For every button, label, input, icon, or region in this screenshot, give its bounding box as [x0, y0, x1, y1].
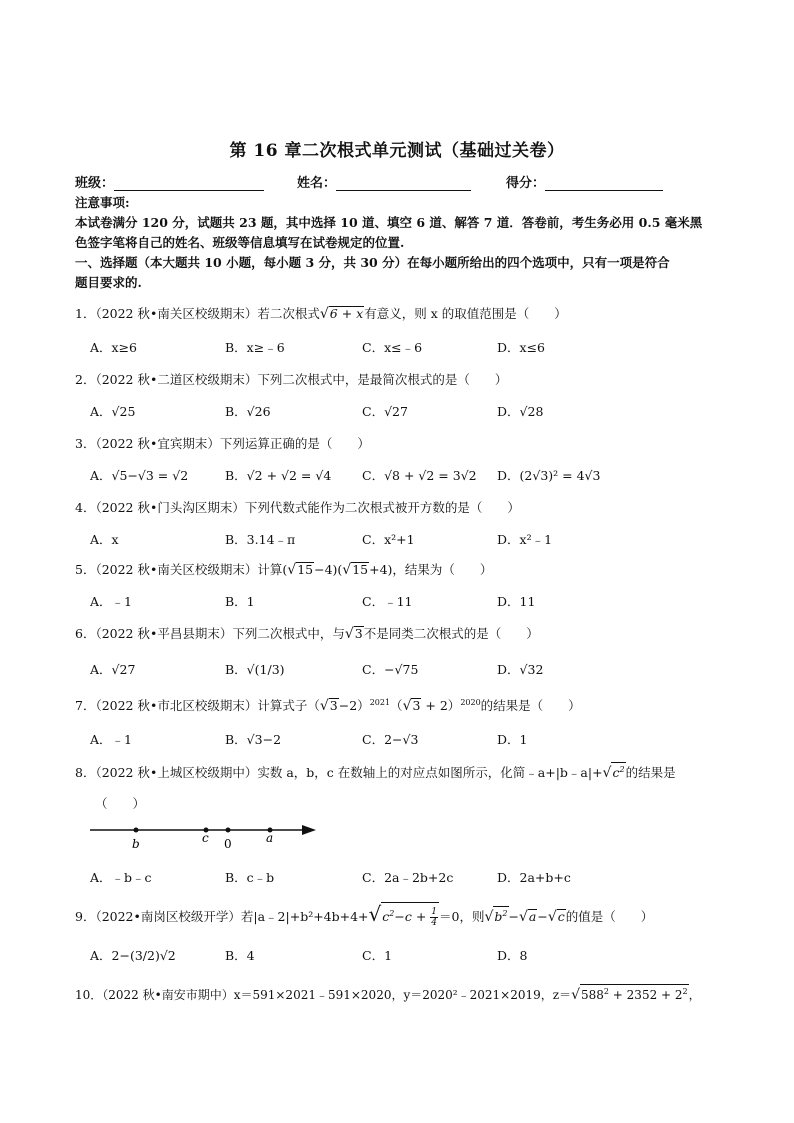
- q2-option-c[interactable]: C．√27: [362, 404, 408, 419]
- q8-option-a[interactable]: A．﹣b﹣c: [90, 870, 152, 885]
- q2-option-d[interactable]: D．√28: [497, 404, 544, 419]
- q9-option-c[interactable]: C．1: [362, 948, 393, 963]
- question-1: 1．（2022 秋•南关区校级期末）若二次根式√6 + x有意义，则 x 的取值范围是（ ）: [75, 306, 567, 322]
- q8-option-c[interactable]: C．2a﹣2b+2c: [362, 870, 454, 885]
- q3-option-c[interactable]: C．√8 + √2 = 3√2: [362, 468, 477, 483]
- question-8-cont: （ ）: [95, 796, 146, 811]
- q4-option-d[interactable]: D．x²﹣1: [497, 532, 553, 547]
- q9-option-b[interactable]: B．4: [225, 948, 255, 963]
- q6-option-a[interactable]: A．√27: [90, 662, 136, 677]
- point-b: [134, 828, 139, 833]
- question-8: 8．（2022 秋•上城区校级期中）实数 a，b，c 在数轴上的对应点如图所示，化简$﹣a+|b﹣a|+√c^2$的结果是: [75, 762, 735, 781]
- q1-option-b[interactable]: B．x≥﹣6: [225, 340, 285, 355]
- number-line: [88, 818, 328, 854]
- question-7: 7．（2022 秋•市北区校级期末）计算式子$(√3-2)^{2021}(√3 + 2)^{2020}$的结果是（ ）: [75, 697, 581, 714]
- arrow-head-icon: [302, 825, 316, 835]
- class-field: [75, 172, 264, 191]
- notes-line-2: 色签字笔将自己的姓名、班级等信息填写在试卷规定的位置.: [75, 235, 405, 250]
- q6-option-d[interactable]: D．√32: [497, 662, 544, 677]
- section-line-2: 题目要求的.: [75, 275, 142, 290]
- expression: $√3-2)^{2021}(√3 + 2)^{2020}$: [319, 697, 481, 714]
- q5-option-c[interactable]: C．﹣11: [362, 594, 413, 609]
- notes-line-1: 本试卷满分 120 分，试题共 23 题，其中选择 10 道、填空 6 道、解答 7 道．答卷前，考生务必用 0.5 毫米黑: [75, 215, 703, 230]
- name-label: 姓名：: [297, 176, 337, 191]
- q1-option-d[interactable]: D．x≤6: [497, 340, 545, 355]
- q7-option-c[interactable]: C．2−√3: [362, 732, 419, 747]
- q1-option-c[interactable]: C．x≤﹣6: [362, 340, 423, 355]
- point-0: [226, 828, 231, 833]
- expression: (√15−4)(√15+4): [282, 562, 393, 578]
- q7-option-b[interactable]: B．√3−2: [225, 732, 282, 747]
- q5-option-a[interactable]: A．﹣1: [90, 594, 132, 609]
- score-label: 得分：: [506, 176, 546, 191]
- name-blank[interactable]: [336, 176, 471, 191]
- question-2: 2．（2022 秋•二道区校级期末）下列二次根式中，是最简次根式的是（ ）: [75, 372, 508, 387]
- q9-option-d[interactable]: D．8: [497, 948, 528, 963]
- class-blank[interactable]: [114, 176, 264, 191]
- question-6: 6．（2022 秋•平昌县期末）下列二次根式中，与√3不是同类二次根式的是（ ）: [75, 626, 539, 642]
- score-blank[interactable]: [545, 176, 663, 191]
- name-field: [297, 172, 471, 191]
- q4-option-a[interactable]: A．x: [90, 532, 119, 547]
- class-label: 班级：: [75, 176, 115, 191]
- q4-option-c[interactable]: C．x²+1: [362, 532, 415, 547]
- q8-option-d[interactable]: D．2a+b+c: [497, 870, 571, 885]
- q5-option-b[interactable]: B．1: [225, 594, 255, 609]
- q2-option-b[interactable]: B．√26: [225, 404, 271, 419]
- question-5: 5．（2022 秋•南关区校级期末）计算(√15−4)(√15+4)，结果为（ ）: [75, 562, 493, 578]
- q1-option-a[interactable]: A．x≥6: [90, 340, 138, 355]
- question-3: 3．（2022 秋•宜宾期末）下列运算正确的是（ ）: [75, 436, 370, 451]
- q3-option-b[interactable]: B．√2 + √2 = √4: [225, 468, 332, 483]
- q7-option-d[interactable]: D．1: [497, 732, 528, 747]
- question-10: 10．（2022 秋•南安市期中）x＝591×2021﹣591×2020，y＝2020²﹣2021×2019，$z=√588^2 + 2352 + 2^2$，: [75, 984, 735, 1003]
- q4-option-b[interactable]: B．3.14﹣π: [225, 532, 296, 547]
- q3-option-d[interactable]: D．(2√3)² = 4√3: [497, 468, 601, 483]
- q8-option-b[interactable]: B．c﹣b: [225, 870, 275, 885]
- label-b: b: [132, 837, 140, 851]
- q9-option-a[interactable]: A．2−(3/2)√2: [90, 948, 176, 963]
- section-line-1: 一、选择题（本大题共 10 小题，每小题 3 分，共 30 分）在每小题所给出的四个选项中，只有一项是符合: [75, 255, 670, 270]
- score-field: [506, 172, 663, 191]
- question-9: 9．（2022•南岗区校级开学）若$|a﹣2|+b^2+4b+4+√c^2-c$ + $\frac{1}{4}$ ＝0，则$√b^2-√a-√c$的值是（ ）: [75, 902, 654, 929]
- q3-option-a[interactable]: A．√5−√3 = √2: [90, 468, 189, 483]
- q6-option-c[interactable]: C．−√75: [362, 662, 419, 677]
- label-c: c: [202, 831, 209, 845]
- q2-option-a[interactable]: A．√25: [90, 404, 136, 419]
- question-4: 4．（2022 秋•门头沟区期末）下列代数式能作为二次根式被开方数的是（ ）: [75, 500, 520, 515]
- label-a: a: [266, 831, 274, 845]
- label-0: 0: [224, 837, 232, 851]
- page-title: 第 16 章二次根式单元测试（基础过关卷）: [229, 141, 565, 161]
- radicand: 6 + x: [329, 306, 364, 321]
- q6-option-b[interactable]: B．√(1/3): [225, 662, 285, 677]
- q5-option-d[interactable]: D．11: [497, 594, 536, 609]
- notes-heading: 注意事项:: [75, 195, 130, 210]
- q7-option-a[interactable]: A．﹣1: [90, 732, 132, 747]
